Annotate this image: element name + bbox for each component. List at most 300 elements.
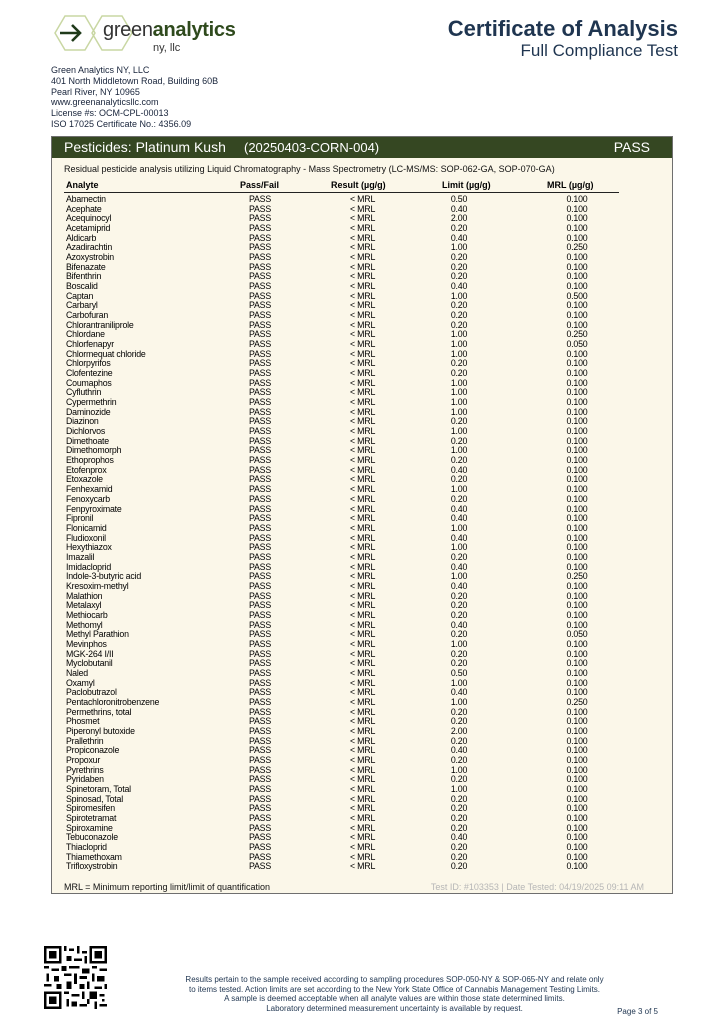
qr-code-icon[interactable]	[44, 946, 107, 1009]
mrl-cell: 0.100	[566, 300, 588, 311]
result-cell: < MRL	[350, 619, 376, 630]
mrl-cell: 0.100	[566, 368, 588, 379]
limit-cell: 0.20	[450, 271, 468, 282]
table-row	[64, 475, 619, 485]
mrl-cell: 0.100	[566, 377, 588, 388]
table-row	[64, 321, 619, 331]
analyte-cell: Captan	[66, 290, 94, 301]
mrl-cell: 0.250	[566, 242, 588, 253]
table-row	[64, 563, 619, 573]
logo-word-analytics: analytics	[152, 19, 236, 41]
table-row	[64, 650, 619, 660]
analyte-cell: Abamectin	[66, 194, 106, 204]
mrl-cell: 0.100	[566, 387, 588, 398]
passfail-cell: PASS	[249, 493, 272, 504]
limit-cell: 1.00	[450, 242, 468, 253]
passfail-cell: PASS	[249, 513, 272, 524]
mrl-cell: 0.100	[566, 861, 588, 872]
analyte-cell: Pyrethrins	[66, 764, 104, 775]
table-row	[64, 427, 619, 437]
analyte-cell: Tebuconazole	[66, 832, 118, 843]
passfail-cell: PASS	[249, 435, 272, 446]
mrl-footnote: MRL = Minimum reporting limit/limit of quantification	[64, 882, 270, 892]
result-cell: < MRL	[350, 745, 376, 756]
table-row	[64, 311, 619, 321]
passfail-cell: PASS	[249, 484, 272, 495]
result-cell: < MRL	[350, 522, 376, 533]
limit-cell: 0.40	[450, 513, 468, 524]
passfail-cell: PASS	[249, 445, 272, 456]
table-row	[64, 824, 619, 834]
result-cell: < MRL	[350, 493, 376, 504]
table-row	[64, 814, 619, 824]
logo-subtitle: ny, llc	[153, 42, 181, 54]
passfail-cell: PASS	[249, 687, 272, 698]
result-cell: < MRL	[350, 861, 376, 872]
passfail-cell: PASS	[249, 242, 272, 253]
disclaimer-line: Results pertain to the sample received according to sampling procedures SOP-050-NY & SOP-065-NY and relate only	[185, 975, 604, 984]
mrl-cell: 0.100	[566, 803, 588, 814]
mrl-cell: 0.100	[566, 832, 588, 843]
mrl-cell: 0.100	[566, 464, 588, 475]
result-cell: < MRL	[350, 387, 376, 398]
passfail-cell: PASS	[249, 426, 272, 437]
analyte-cell: Imidacloprid	[66, 561, 112, 572]
limit-cell: 0.40	[450, 745, 468, 756]
analyte-cell: Phosmet	[66, 716, 100, 727]
table-row	[64, 485, 619, 495]
analyte-cell: Chlorantraniliprole	[66, 319, 134, 330]
table-row	[64, 804, 619, 814]
mrl-cell: 0.100	[566, 252, 588, 263]
analyte-cell: Aldicarb	[66, 232, 97, 243]
mrl-cell: 0.100	[566, 261, 588, 272]
passfail-cell: PASS	[249, 348, 272, 359]
result-cell: < MRL	[350, 339, 376, 350]
table-row	[64, 766, 619, 776]
passfail-cell: PASS	[249, 368, 272, 379]
table-row	[64, 408, 619, 418]
result-cell: < MRL	[350, 532, 376, 543]
result-cell: < MRL	[350, 793, 376, 804]
limit-cell: 0.20	[450, 252, 468, 263]
mrl-cell: 0.100	[566, 813, 588, 823]
passfail-cell: PASS	[249, 464, 272, 475]
analyte-cell: Methiocarb	[66, 609, 108, 620]
table-row	[64, 437, 619, 447]
analyte-cell: Malathion	[66, 590, 103, 601]
passfail-cell: PASS	[249, 793, 272, 804]
table-row	[64, 746, 619, 756]
passfail-cell: PASS	[249, 522, 272, 533]
limit-cell: 0.20	[450, 735, 468, 746]
table-row	[64, 862, 619, 872]
mrl-cell: 0.100	[566, 716, 588, 727]
mrl-cell: 0.100	[566, 609, 588, 620]
table-row	[64, 456, 619, 466]
lab-website: www.greenanalyticsllc.com	[51, 97, 159, 108]
passfail-cell: PASS	[249, 774, 272, 785]
analyte-cell: Dimethoate	[66, 435, 109, 446]
passfail-cell: PASS	[249, 677, 272, 688]
analyte-cell: Fipronil	[66, 513, 94, 524]
table-row	[64, 679, 619, 689]
passfail-cell: PASS	[249, 783, 272, 794]
table-row	[64, 495, 619, 505]
passfail-cell: PASS	[249, 764, 272, 775]
limit-cell: 0.20	[450, 716, 468, 727]
col-analyte: Analyte	[66, 180, 99, 190]
limit-cell: 0.20	[450, 319, 468, 330]
limit-cell: 0.40	[450, 687, 468, 698]
analyte-cell: Naled	[66, 667, 88, 678]
passfail-cell: PASS	[249, 842, 272, 853]
passfail-cell: PASS	[249, 329, 272, 340]
passfail-cell: PASS	[249, 551, 272, 562]
table-row	[64, 234, 619, 244]
logo-wordmark	[103, 19, 236, 42]
mrl-cell: 0.100	[566, 561, 588, 572]
limit-cell: 0.20	[450, 358, 468, 369]
passfail-cell: PASS	[249, 822, 272, 833]
table-row	[64, 301, 619, 311]
passfail-cell: PASS	[249, 638, 272, 649]
result-cell: < MRL	[350, 716, 376, 727]
table-row	[64, 350, 619, 360]
analyte-cell: Spinosad, Total	[66, 793, 123, 804]
table-row	[64, 369, 619, 379]
limit-cell: 0.20	[450, 754, 468, 765]
page-number: Page 3 of 5	[617, 1007, 658, 1016]
limit-cell: 0.20	[450, 416, 468, 427]
mrl-cell: 0.100	[566, 725, 588, 736]
mrl-cell: 0.100	[566, 851, 588, 862]
mrl-cell: 0.100	[566, 687, 588, 698]
analyte-cell: Prallethrin	[66, 735, 104, 746]
limit-cell: 1.00	[450, 484, 468, 495]
limit-cell: 0.20	[450, 261, 468, 272]
passfail-cell: PASS	[249, 358, 272, 369]
analyte-cell: Dimethomorph	[66, 445, 122, 456]
result-cell: < MRL	[350, 455, 376, 466]
mrl-cell: 0.100	[566, 580, 588, 591]
passfail-cell: PASS	[249, 716, 272, 727]
analyte-cell: Methomyl	[66, 619, 103, 630]
limit-cell: 1.00	[450, 445, 468, 456]
passfail-cell: PASS	[249, 667, 272, 678]
table-row	[64, 417, 619, 427]
panel-name: Pesticides: Platinum Kush	[64, 139, 226, 155]
result-cell: < MRL	[350, 252, 376, 263]
disclaimer-line: Laboratory determined measurement uncertainty is available by request.	[266, 1003, 523, 1013]
table-row	[64, 282, 619, 292]
result-cell: < MRL	[350, 542, 376, 553]
limit-cell: 0.20	[450, 648, 468, 659]
analyte-cell: Myclobutanil	[66, 658, 113, 669]
passfail-cell: PASS	[249, 813, 272, 823]
limit-cell: 1.00	[450, 571, 468, 582]
result-cell: < MRL	[350, 832, 376, 843]
analyte-cell: Thiamethoxam	[66, 851, 122, 862]
result-cell: < MRL	[350, 609, 376, 620]
limit-cell: 0.20	[450, 474, 468, 485]
analyte-cell: Spiroxamine	[66, 822, 113, 833]
result-cell: < MRL	[350, 426, 376, 437]
method-description: Residual pesticide analysis utilizing Liquid Chromatography - Mass Spectrometry (LC-MS/MS: SOP-062-GA, SOP-070-GA)	[64, 164, 555, 174]
result-cell: < MRL	[350, 484, 376, 495]
limit-cell: 0.20	[450, 774, 468, 785]
table-row	[64, 659, 619, 669]
result-cell: < MRL	[350, 561, 376, 572]
mrl-cell: 0.100	[566, 503, 588, 514]
passfail-cell: PASS	[249, 261, 272, 272]
limit-cell: 0.40	[450, 580, 468, 591]
analyte-cell: Coumaphos	[66, 377, 112, 388]
table-row	[64, 621, 619, 631]
limit-cell: 0.20	[450, 600, 468, 611]
mrl-cell: 0.100	[566, 551, 588, 562]
mrl-cell: 0.100	[566, 474, 588, 485]
limit-cell: 1.00	[450, 406, 468, 417]
table-row	[64, 553, 619, 563]
result-cell: < MRL	[350, 261, 376, 272]
passfail-cell: PASS	[249, 203, 272, 214]
mrl-cell: 0.100	[566, 348, 588, 359]
col-passfail: Pass/Fail	[240, 180, 280, 190]
mrl-cell: 0.100	[566, 532, 588, 543]
passfail-cell: PASS	[249, 609, 272, 620]
result-cell: < MRL	[350, 629, 376, 640]
limit-cell: 1.00	[450, 348, 468, 359]
result-cell: < MRL	[350, 397, 376, 408]
analyte-cell: Chlorpyrifos	[66, 358, 111, 369]
mrl-cell: 0.100	[566, 271, 588, 282]
panel-batch: (20250403-CORN-004)	[244, 140, 380, 155]
analyte-cell: Carbaryl	[66, 300, 98, 311]
document-subtitle: Full Compliance Test	[520, 41, 678, 60]
passfail-cell: PASS	[249, 851, 272, 862]
result-cell: < MRL	[350, 368, 376, 379]
table-row	[64, 514, 619, 524]
mrl-cell: 0.100	[566, 745, 588, 756]
table-row	[64, 466, 619, 476]
passfail-cell: PASS	[249, 271, 272, 282]
passfail-cell: PASS	[249, 648, 272, 659]
analyte-cell: Fenoxycarb	[66, 493, 110, 504]
analyte-cell: Piperonyl butoxide	[66, 725, 135, 736]
table-row	[64, 205, 619, 215]
mrl-cell: 0.100	[566, 232, 588, 243]
table-row	[64, 505, 619, 515]
analyte-cell: Pentachloronitrobenzene	[66, 696, 160, 707]
table-row	[64, 272, 619, 282]
mrl-cell: 0.050	[566, 629, 588, 640]
analyte-cell: Paclobutrazol	[66, 687, 117, 698]
pesticides-panel	[51, 136, 673, 894]
limit-cell: 0.20	[450, 658, 468, 669]
table-row	[64, 727, 619, 737]
passfail-cell: PASS	[249, 339, 272, 350]
table-row	[64, 330, 619, 340]
table-row	[64, 833, 619, 843]
passfail-cell: PASS	[249, 754, 272, 765]
table-header	[64, 179, 619, 193]
limit-cell: 0.20	[450, 822, 468, 833]
result-cell: < MRL	[350, 474, 376, 485]
result-cell: < MRL	[350, 638, 376, 649]
analyte-cell: Propoxur	[66, 754, 101, 765]
passfail-cell: PASS	[249, 232, 272, 243]
limit-cell: 0.20	[450, 310, 468, 321]
table-row	[64, 601, 619, 611]
result-cell: < MRL	[350, 813, 376, 823]
analyte-cell: Propiconazole	[66, 745, 120, 756]
passfail-cell: PASS	[249, 387, 272, 398]
table-row	[64, 388, 619, 398]
limit-cell: 0.50	[450, 194, 468, 204]
passfail-cell: PASS	[249, 252, 272, 263]
col-limit: Limit (µg/g)	[442, 180, 491, 190]
limit-cell: 1.00	[450, 522, 468, 533]
passfail-cell: PASS	[249, 861, 272, 872]
result-cell: < MRL	[350, 706, 376, 717]
result-cell: < MRL	[350, 658, 376, 669]
mrl-cell: 0.100	[566, 648, 588, 659]
analyte-cell: Spirotetramat	[66, 813, 117, 823]
analyte-cell: Fenpyroximate	[66, 503, 122, 514]
analyte-cell: Boscalid	[66, 281, 98, 292]
analyte-cell: Oxamyl	[66, 677, 95, 688]
result-cell: < MRL	[350, 687, 376, 698]
limit-cell: 0.20	[450, 793, 468, 804]
mrl-cell: 0.050	[566, 339, 588, 350]
mrl-cell: 0.100	[566, 658, 588, 669]
mrl-cell: 0.100	[566, 281, 588, 292]
passfail-cell: PASS	[249, 706, 272, 717]
result-cell: < MRL	[350, 329, 376, 340]
table-row	[64, 214, 619, 224]
result-cell: < MRL	[350, 310, 376, 321]
passfail-cell: PASS	[249, 377, 272, 388]
result-cell: < MRL	[350, 290, 376, 301]
passfail-cell: PASS	[249, 725, 272, 736]
limit-cell: 0.40	[450, 561, 468, 572]
passfail-cell: PASS	[249, 561, 272, 572]
analyte-cell: Cyfluthrin	[66, 387, 102, 398]
limit-cell: 0.40	[450, 232, 468, 243]
lab-license: License #s: OCM-CPL-00013	[51, 108, 169, 119]
analyte-cell: Imazalil	[66, 551, 95, 562]
analyte-cell: Spiromesifen	[66, 803, 115, 814]
analyte-cell: Pyridaben	[66, 774, 104, 785]
limit-cell: 1.00	[450, 426, 468, 437]
mrl-cell: 0.100	[566, 842, 588, 853]
passfail-cell: PASS	[249, 416, 272, 427]
table-row	[64, 398, 619, 408]
table-row	[64, 708, 619, 718]
analyte-cell: Etofenprox	[66, 464, 107, 475]
table-row	[64, 582, 619, 592]
passfail-cell: PASS	[249, 745, 272, 756]
result-cell: < MRL	[350, 667, 376, 678]
passfail-cell: PASS	[249, 542, 272, 553]
table-row	[64, 359, 619, 369]
table-row	[64, 340, 619, 350]
passfail-cell: PASS	[249, 406, 272, 417]
analyte-cell: Cypermethrin	[66, 397, 117, 408]
mrl-cell: 0.100	[566, 522, 588, 533]
limit-cell: 1.00	[450, 542, 468, 553]
table-row	[64, 853, 619, 863]
analyte-cell: Fludioxonil	[66, 532, 106, 543]
analyte-cell: Chlormequat chloride	[66, 348, 146, 359]
table-row	[64, 379, 619, 389]
limit-cell: 0.20	[450, 368, 468, 379]
analyte-cell: Methyl Parathion	[66, 629, 129, 640]
result-cell: < MRL	[350, 842, 376, 853]
result-cell: < MRL	[350, 648, 376, 659]
table-row	[64, 737, 619, 747]
limit-cell: 0.20	[450, 551, 468, 562]
mrl-cell: 0.100	[566, 445, 588, 456]
analyte-cell: MGK-264 I/II	[66, 648, 114, 659]
table-row	[64, 195, 619, 205]
result-cell: < MRL	[350, 600, 376, 611]
analyte-cell: Clofentezine	[66, 368, 113, 379]
mrl-cell: 0.100	[566, 754, 588, 765]
passfail-cell: PASS	[249, 503, 272, 514]
analyte-cell: Ethoprophos	[66, 455, 114, 466]
lab-iso: ISO 17025 Certificate No.: 4356.09	[51, 118, 192, 129]
logo-word-green: green	[103, 19, 153, 41]
result-cell: < MRL	[350, 445, 376, 456]
limit-cell: 0.40	[450, 281, 468, 292]
limit-cell: 0.40	[450, 464, 468, 475]
result-cell: < MRL	[350, 271, 376, 282]
mrl-cell: 0.100	[566, 590, 588, 601]
passfail-cell: PASS	[249, 455, 272, 466]
mrl-cell: 0.100	[566, 358, 588, 369]
mrl-cell: 0.100	[566, 493, 588, 504]
limit-cell: 0.20	[450, 842, 468, 853]
limit-cell: 0.20	[450, 590, 468, 601]
limit-cell: 0.20	[450, 706, 468, 717]
result-cell: < MRL	[350, 590, 376, 601]
mrl-cell: 0.100	[566, 667, 588, 678]
analyte-cell: Dichlorvos	[66, 426, 106, 437]
table-row	[64, 717, 619, 727]
limit-cell: 1.00	[450, 783, 468, 794]
result-cell: < MRL	[350, 754, 376, 765]
analyte-cell: Acetamiprid	[66, 223, 111, 234]
result-cell: < MRL	[350, 281, 376, 292]
document-title: Certificate of Analysis	[447, 16, 678, 41]
result-cell: < MRL	[350, 406, 376, 417]
limit-cell: 0.20	[450, 851, 468, 862]
result-cell: < MRL	[350, 203, 376, 214]
mrl-cell: 0.100	[566, 203, 588, 214]
panel-result: PASS	[613, 139, 650, 155]
mrl-cell: 0.100	[566, 783, 588, 794]
mrl-cell: 0.100	[566, 600, 588, 611]
result-cell: < MRL	[350, 232, 376, 243]
analyte-cell: Daminozide	[66, 406, 111, 417]
limit-cell: 2.00	[450, 725, 468, 736]
limit-cell: 1.00	[450, 764, 468, 775]
analyte-cell: Kresoxim-methyl	[66, 580, 129, 591]
col-mrl: MRL (µg/g)	[547, 180, 594, 190]
analyte-cell: Fenhexamid	[66, 484, 113, 495]
